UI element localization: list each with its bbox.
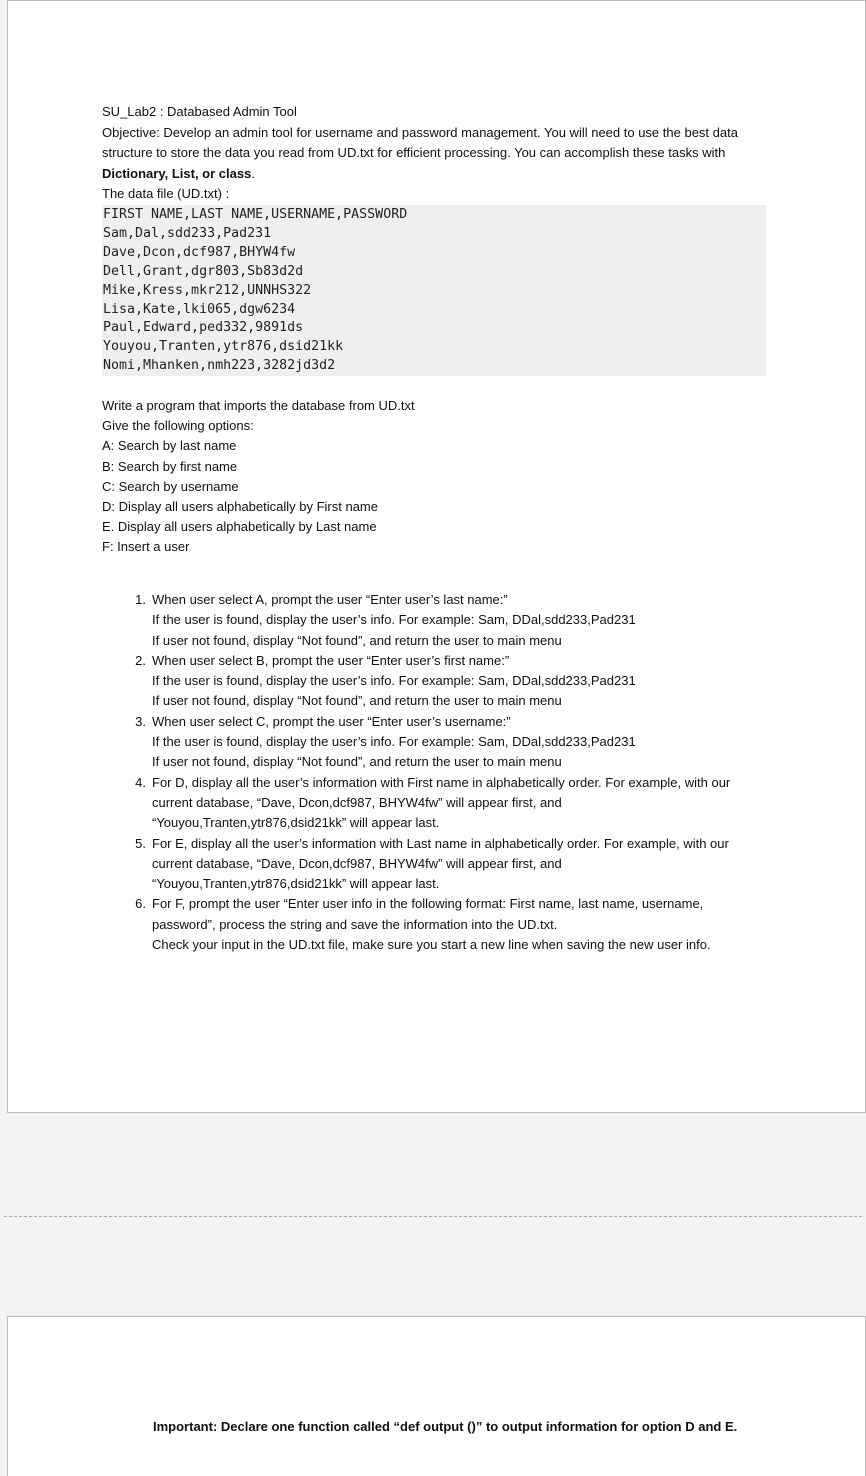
code-line: Paul,Edward,ped332,9891ds [103, 320, 304, 336]
numbered-steps-list [126, 590, 746, 955]
step-line: If user not found, display “Not found”, and return the user to main menu [152, 693, 562, 709]
option-item: A: Search by last name [102, 438, 237, 454]
options-label: Give the following options: [102, 418, 254, 434]
list-item [126, 773, 746, 834]
option-item: B: Search by first name [102, 458, 238, 474]
code-line: Nomi,Mhanken,nmh223,3282jd3d2 [103, 358, 336, 374]
important-note: Important: Declare one function called “def output ()” to output information for option D and E. [153, 1419, 738, 1434]
list-number: 4. [135, 774, 146, 790]
code-line: FIRST NAME,LAST NAME,USERNAME,PASSWORD [103, 207, 408, 222]
list-item [126, 651, 746, 712]
option-item: F: Insert a user [102, 539, 190, 555]
objective-text: Objective: Develop an admin tool for username and password management. You will need to use the best data structure to store the data you read from UD.txt for efficient processing. You can accomplish these tasks with [102, 125, 738, 161]
step-line: If user not found, display “Not found”, and return the user to main menu [152, 632, 562, 648]
options-section [102, 396, 415, 558]
step-line: For D, display all the user’s information with First name in alphabetically order. For example, with our current database, “Dave, Dcon,dcf987, BHYW4fw” will appear first, and “Youyou,Tranten,ytr876,dsid21kk” will appear last. [152, 774, 731, 831]
step-line: If the user is found, display the user’s info. For example: Sam, DDal,sdd233,Pad231 [152, 734, 636, 750]
list-item [126, 712, 746, 773]
step-line: If the user is found, display the user’s info. For example: Sam, DDal,sdd233,Pad231 [152, 612, 636, 628]
datafile-label: The data file (UD.txt) : [102, 186, 230, 201]
objective-paragraph [102, 123, 752, 184]
list-item [126, 834, 746, 895]
code-line: Dave,Dcon,dcf987,BHYW4fw [103, 244, 296, 260]
step-line: For E, display all the user’s information with Last name in alphabetically order. For example, with our current database, “Dave, Dcon,dcf987, BHYW4fw” will appear first, and “Youyou,Tranten,ytr876,dsid21kk” will appear last. [152, 835, 729, 892]
step-line: Check your input in the UD.txt file, make sure you start a new line when saving the new user info. [152, 937, 711, 953]
list-number: 1. [135, 592, 146, 607]
list-number: 3. [135, 713, 146, 729]
code-line: Youyou,Tranten,ytr876,dsid21kk [103, 339, 344, 355]
document-page-2 [7, 1316, 866, 1476]
step-line: When user select B, prompt the user “Enter user’s first name:” [152, 652, 510, 668]
step-line: When user select A, prompt the user “Enter user’s last name:” [152, 592, 508, 607]
option-item: D: Display all users alphabetically by First name [102, 499, 378, 515]
step-line: If user not found, display “Not found”, and return the user to main menu [152, 754, 562, 770]
list-number: 2. [135, 652, 146, 668]
list-item [126, 894, 746, 955]
code-line: Lisa,Kate,lki065,dgw6234 [103, 301, 296, 317]
code-line: Mike,Kress,mkr212,UNNHS322 [103, 282, 312, 298]
option-item: E. Display all users alphabetically by Last name [102, 519, 377, 535]
step-line: For F, prompt the user “Enter user info in the following format: First name, last name, username, password”, process the string and save the information into the UD.txt. [152, 896, 704, 932]
option-item: C: Search by username [102, 478, 239, 494]
intro-text: Write a program that imports the database from UD.txt [102, 398, 415, 413]
list-number: 6. [135, 896, 146, 912]
list-number: 5. [135, 835, 146, 851]
data-file-code-block [102, 205, 766, 376]
list-item [126, 590, 746, 651]
code-line: Sam,Dal,sdd233,Pad231 [103, 225, 272, 241]
step-line: If the user is found, display the user’s info. For example: Sam, DDal,sdd233,Pad231 [152, 673, 636, 689]
objective-bold-text: Dictionary, List, or class [102, 165, 252, 181]
step-line: When user select C, prompt the user “Enter user’s username:” [152, 713, 511, 729]
objective-end: . [251, 165, 255, 181]
code-line: Dell,Grant,dgr803,Sb83d2d [103, 263, 304, 279]
page-break-divider [4, 1216, 862, 1217]
document-title: SU_Lab2 : Databased Admin Tool [102, 104, 297, 119]
